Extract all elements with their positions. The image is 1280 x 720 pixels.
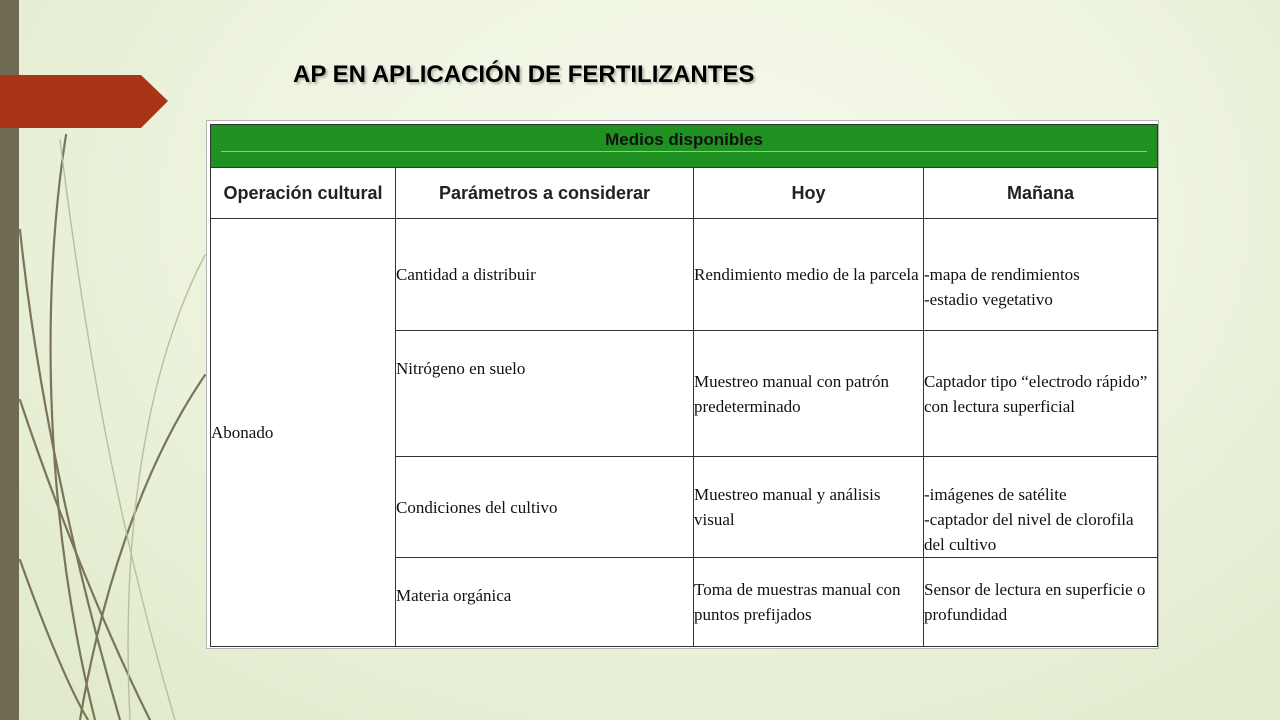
parametro-text: Cantidad a distribuir [396, 265, 536, 284]
hoy-text: Rendimiento medio de la parcela [694, 265, 919, 284]
cell-hoy [694, 219, 924, 331]
cell-parametro [396, 558, 694, 647]
header-operacion-label: Operación cultural [223, 182, 383, 203]
table-row [211, 219, 1158, 331]
table-banner-row [211, 125, 1158, 168]
slide-title: AP EN APLICACIÓN DE FERTILIZANTES [293, 61, 755, 88]
cell-operacion-abonado [211, 219, 396, 647]
cell-manana [924, 558, 1158, 647]
header-operacion [211, 168, 396, 219]
table-header-row [211, 168, 1158, 219]
fertilizer-table-frame [206, 120, 1159, 649]
parametro-text: Condiciones del cultivo [396, 497, 558, 517]
table-banner [211, 125, 1158, 168]
header-hoy [694, 168, 924, 219]
hoy-text: Muestreo manual y análisis visual [694, 485, 881, 529]
cell-hoy [694, 558, 924, 647]
manana-text: -mapa de rendimientos -estadio vegetativo [924, 265, 1080, 309]
banner-divider [221, 151, 1147, 152]
manana-text: Captador tipo “electrodo rápido” con lectura superficial [924, 371, 1148, 416]
header-manana [924, 168, 1158, 219]
cell-manana [924, 457, 1158, 558]
manana-text: -imágenes de satélite -captador del nivel de clorofila del cultivo [924, 485, 1134, 554]
cell-hoy [694, 457, 924, 558]
cell-parametro [396, 331, 694, 457]
cell-manana [924, 331, 1158, 457]
parametro-text: Nitrógeno en suelo [396, 359, 526, 378]
header-parametros-label: Parámetros a considerar [438, 182, 651, 203]
header-parametros [396, 168, 694, 219]
parametro-text: Materia orgánica [396, 586, 512, 605]
operacion-value: Abonado [211, 423, 274, 442]
hoy-text: Muestreo manual con patrón predeterminado [694, 371, 889, 416]
header-hoy-label: Hoy [791, 182, 826, 203]
hoy-text: Toma de muestras manual con puntos prefijados [694, 580, 901, 624]
cell-parametro [396, 219, 694, 331]
manana-text: Sensor de lectura en superficie o profundidad [924, 580, 1146, 624]
header-manana-label: Mañana [1006, 182, 1075, 203]
banner-label: Medios disponibles [605, 130, 763, 149]
cell-parametro [396, 457, 694, 558]
fertilizer-means-table [210, 124, 1158, 647]
cell-hoy [694, 331, 924, 457]
cell-manana [924, 219, 1158, 331]
